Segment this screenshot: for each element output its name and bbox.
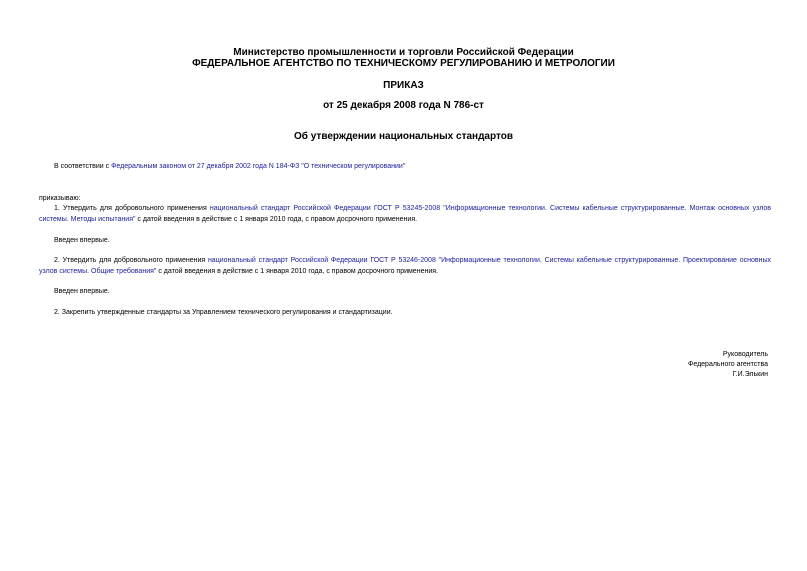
order-word: приказываю: <box>39 195 81 202</box>
ministry-name: Министерство промышленности и торговли Российской Федерации <box>233 47 574 58</box>
item-2-suffix: с датой введения в действие с 1 января 2010 года, с правом досрочного применения. <box>156 268 438 275</box>
signature-name: Г.И.Элькин <box>732 371 768 378</box>
document-type: ПРИКАЗ <box>383 80 424 91</box>
item-1-suffix: с датой введения в действие с 1 января 2010 года, с правом досрочного применения. <box>135 216 418 223</box>
document-subject: Об утверждении национальных стандартов <box>294 131 513 142</box>
agency-name: ФЕДЕРАЛЬНОЕ АГЕНТСТВО ПО ТЕХНИЧЕСКОМУ РЕГУЛИРОВАНИЮ И МЕТРОЛОГИИ <box>192 58 615 69</box>
federal-law-link[interactable]: Федеральным законом от 27 декабря 2002 года N 184-ФЗ "О техническом регулировании" <box>111 163 406 170</box>
item-1 <box>39 203 771 225</box>
document-date-number: от 25 декабря 2008 года N 786-ст <box>323 100 484 111</box>
gost-53246-link[interactable]: национальный стандарт Российской Федерации ГОСТ Р 53246-2008 "Информационные технологии. Системы кабельные структурированные. Проектирование основных узлов системы. Общие требования" <box>39 257 771 275</box>
signature-title: Руководитель <box>722 351 768 358</box>
signature-org: Федерального агентства <box>688 361 768 368</box>
item-2-prefix: 2. Утвердить для добровольного применения <box>54 257 208 264</box>
gost-53245-link[interactable]: национальный стандарт Российской Федерации ГОСТ Р 53245-2008 "Информационные технологии. Системы кабельные структурированные. Монтаж основных узлов системы. Методы испытания" <box>39 205 771 223</box>
item-2 <box>39 255 771 277</box>
item-1-prefix: 1. Утвердить для добровольного применения <box>54 205 210 212</box>
item-3: 2. Закрепить утвержденные стандарты за Управлением технического регулирования и стандартизации. <box>54 309 393 316</box>
preamble-prefix: В соответствии с <box>54 163 112 170</box>
introduced-note-1: Введен впервые. <box>54 237 110 244</box>
preamble <box>39 161 771 172</box>
introduced-note-2: Введен впервые. <box>54 288 110 295</box>
